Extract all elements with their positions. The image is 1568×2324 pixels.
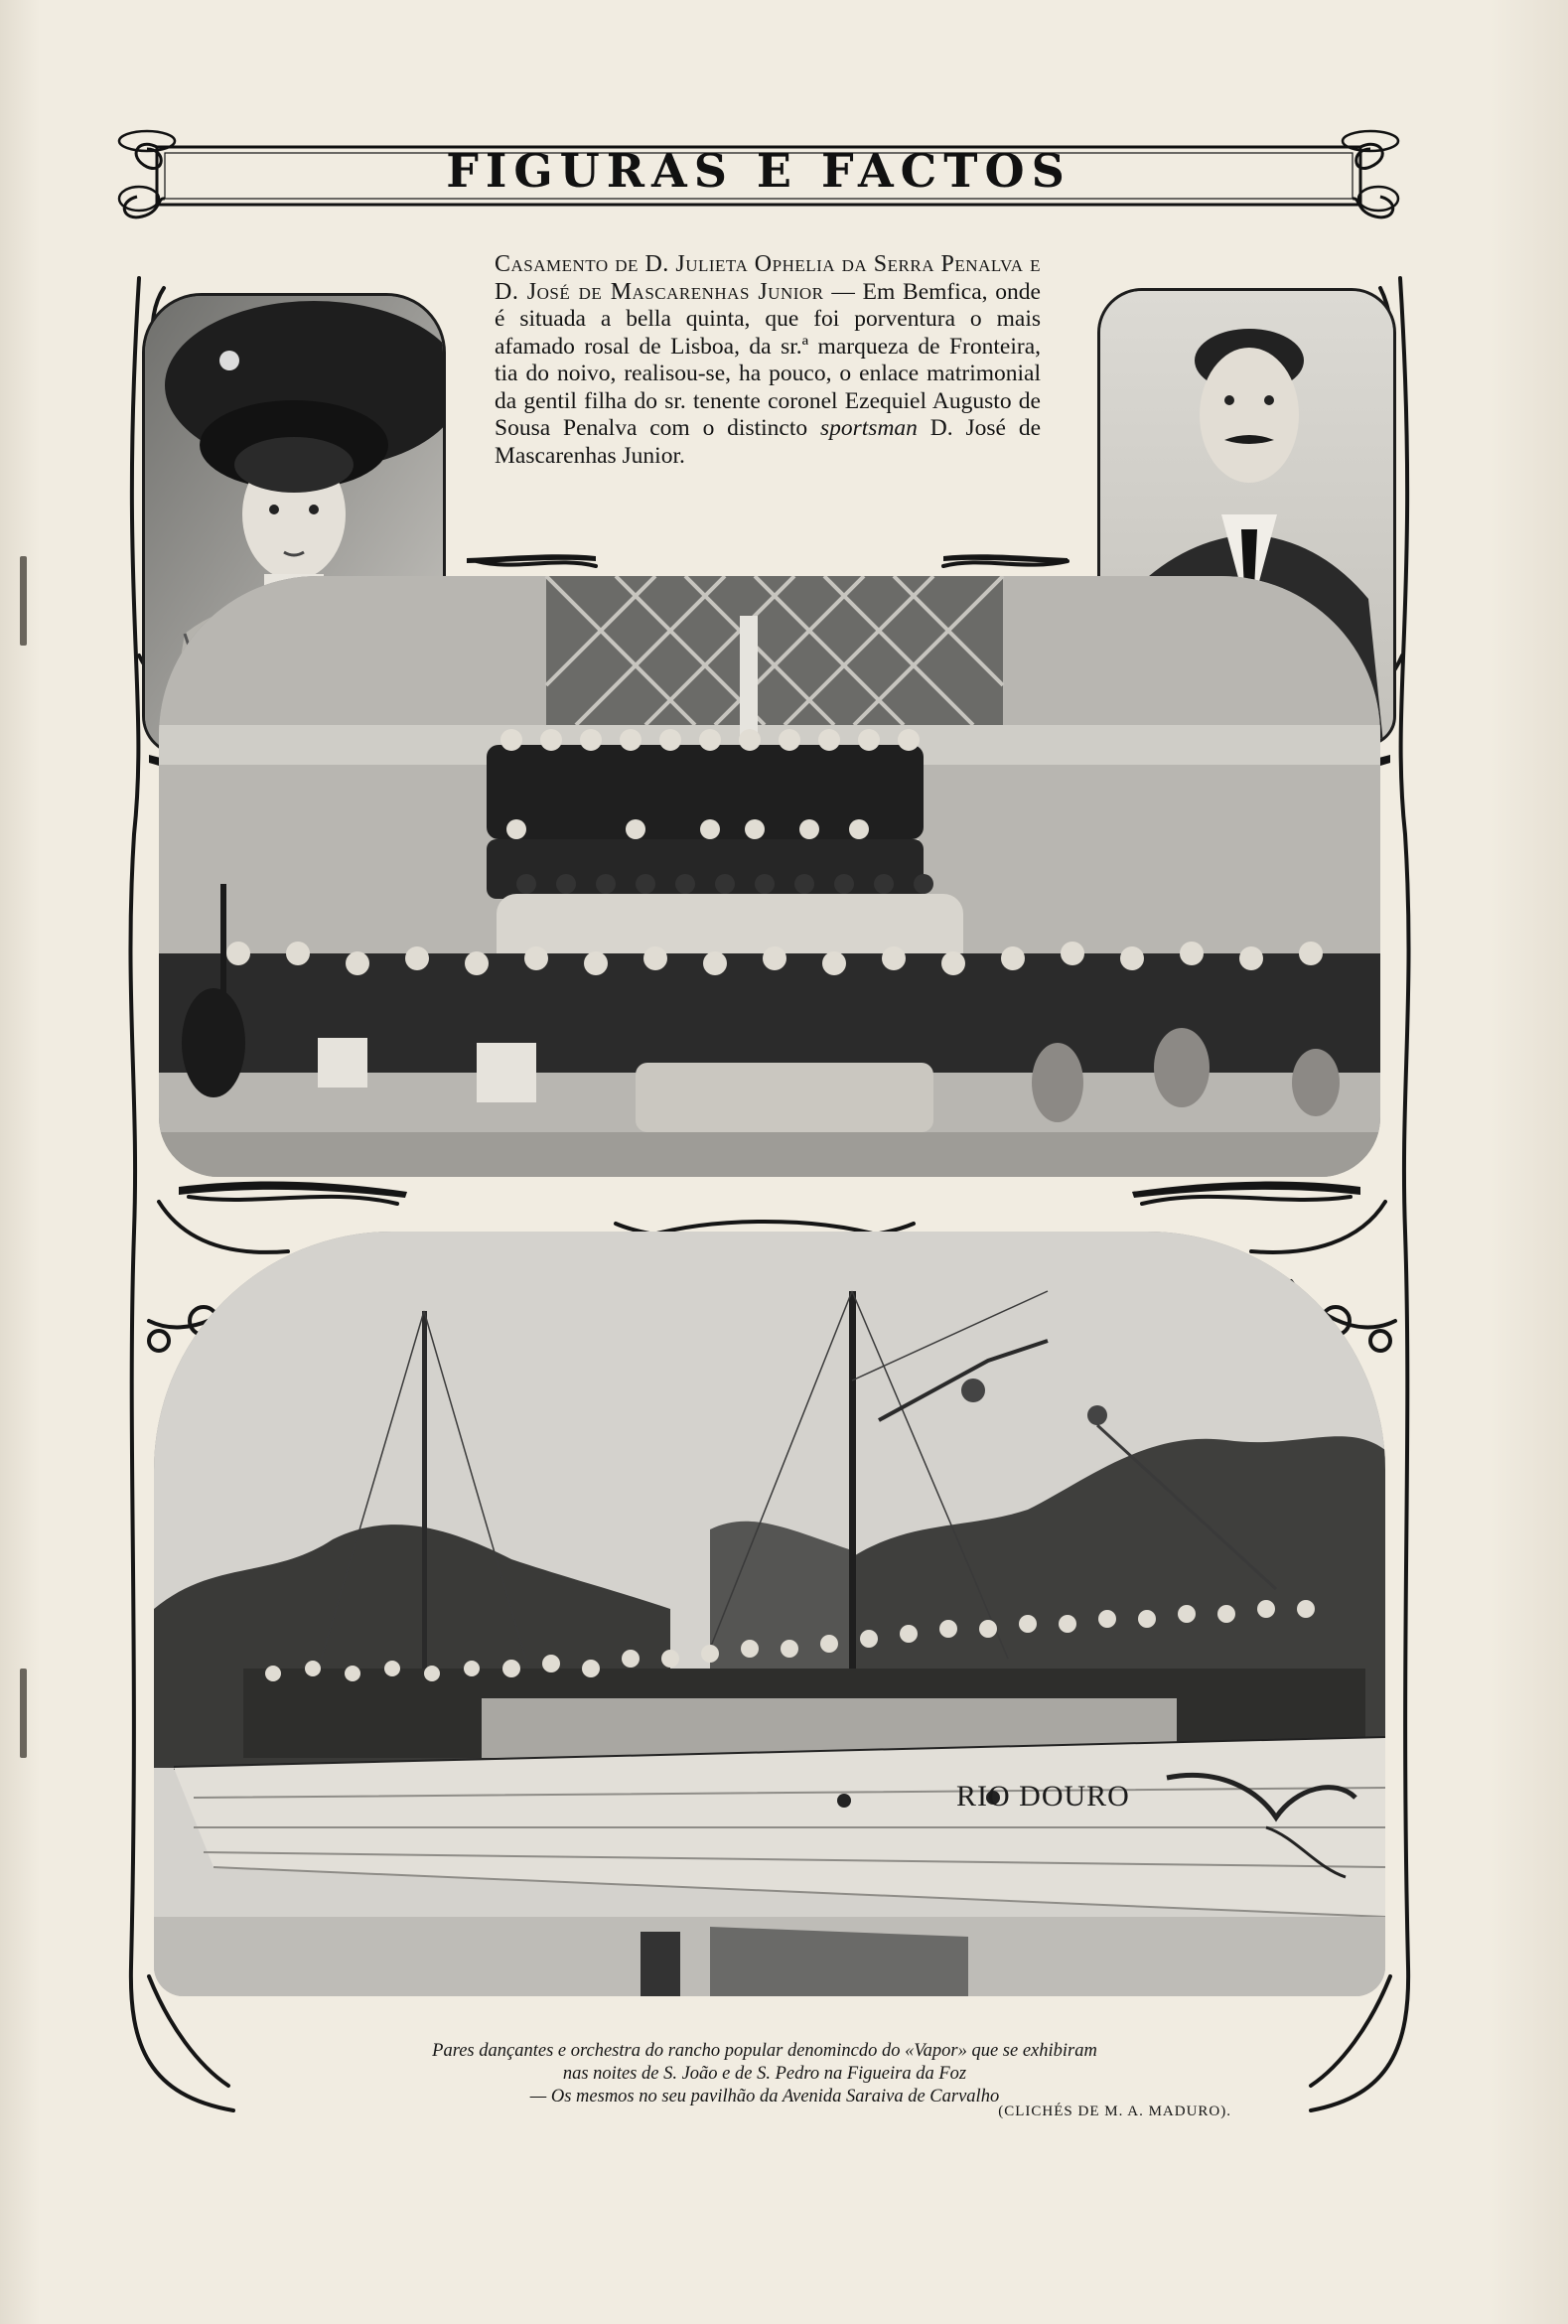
caption-line-3: — Os mesmos no seu pavilhão da Avenida Saraiva de Carvalho xyxy=(529,2087,1000,2106)
masthead xyxy=(117,127,1400,221)
binding-hole xyxy=(20,556,27,646)
photo-credit: (CLICHÉS DE M. A. MADURO). xyxy=(998,2104,1231,2119)
orchestra-group-photo xyxy=(159,576,1380,1177)
caption-line-1: Pares dançantes e orchestra do rancho popular denomincdo do «Vapor» que se exhibiram xyxy=(432,2041,1097,2061)
caption-line-2: nas noites de S. João e de S. Pedro na Figueira da Foz xyxy=(562,2064,967,2084)
article-emphasis: sportsman xyxy=(819,415,918,441)
boat-hull-name: RIO DOURO xyxy=(956,1780,1130,1813)
boat-rio-douro-photo xyxy=(154,1232,1385,1996)
binding-hole xyxy=(20,1669,27,1758)
article-lead: Casamento de D. Julieta Ophelia da Serra Penalva e D. José de Mascarenhas Junior xyxy=(495,251,1041,305)
photo-caption xyxy=(238,2040,1291,2108)
article-body-end: D. José de Mascarenhas Junior. xyxy=(495,415,1041,469)
article-body: — Em Bemfica, onde é situada a bella quinta, que foi porventura o mais afamado rosal de Lisboa, da sr.ª marqueza de Fronteira, tia do noivo, realisou-se, ha pouco, o enlace matrimonial da gentil filha do sr. tenente coronel Ezequiel Augusto de Sousa Penalva com o distincto xyxy=(495,278,1041,441)
page-title: FIGURAS E FACTOS xyxy=(446,144,1071,198)
wedding-article xyxy=(495,251,1041,470)
